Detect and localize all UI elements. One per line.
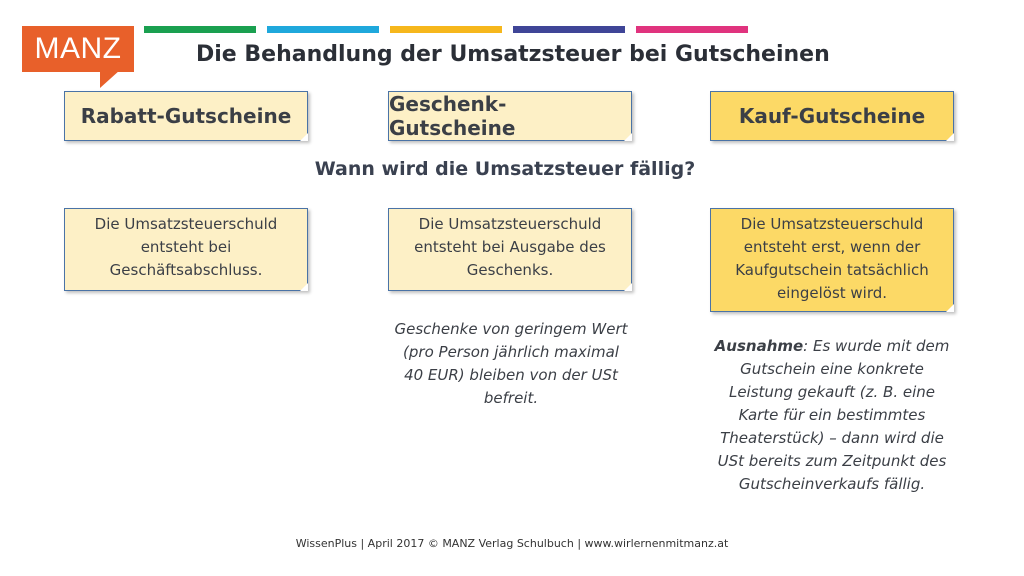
heading-kauf-gutscheine [710, 91, 954, 141]
corner-fold [624, 283, 632, 291]
corner-fold [624, 133, 632, 141]
box-text: Die Umsatzsteuerschuld entsteht bei Geschäftsabschluss. [94, 215, 278, 279]
box-geschenk-gutscheine [388, 208, 632, 291]
box-kauf-gutscheine [710, 208, 954, 312]
heading-label: Geschenk-Gutscheine [389, 92, 516, 140]
color-bar-navy [513, 26, 625, 33]
note-exception-label: Ausnahme [714, 337, 804, 355]
footer: WissenPlus | April 2017 © MANZ Verlag Schulbuch | www.wirlernenmitmanz.at [295, 537, 729, 550]
logo-speech-tail [100, 70, 120, 88]
note-text: Geschenke von geringem Wert (pro Person jährlich maximal 40 EUR) bleiben von der USt befreit. [394, 320, 628, 407]
note-kauf-ausnahme [712, 335, 952, 496]
logo-text: MANZ [34, 32, 122, 65]
box-rabatt-gutscheine [64, 208, 308, 291]
box-text: Die Umsatzsteuerschuld entsteht bei Ausgabe des Geschenks. [414, 215, 606, 279]
heading-rabatt-gutscheine [64, 91, 308, 141]
note-text: : Es wurde mit dem Gutschein eine konkrete Leistung gekauft (z. B. eine Karte für ein bestimmtes Theaterstück) – dann wird die USt bereits zum Zeitpunkt des Gutscheinverkaufs fällig. [717, 337, 950, 493]
color-bar-yellow [390, 26, 502, 33]
page-title: Die Behandlung der Umsatzsteuer bei Gutscheinen [196, 42, 830, 67]
heading-label: Kauf-Gutscheine [738, 104, 926, 128]
note-geschenk [394, 318, 628, 410]
box-text: Die Umsatzsteuerschuld entsteht erst, wenn der Kaufgutschein tatsächlich eingelöst wird. [735, 215, 929, 302]
heading-geschenk-gutscheine [388, 91, 632, 141]
color-bar-magenta [636, 26, 748, 33]
heading-label: Rabatt-Gutscheine [80, 104, 292, 128]
manz-logo [22, 26, 134, 72]
corner-fold [946, 133, 954, 141]
question-heading: Wann wird die Umsatzsteuer fällig? [314, 158, 696, 180]
color-bar-blue [267, 26, 379, 33]
color-bar-green [144, 26, 256, 33]
corner-fold [300, 283, 308, 291]
corner-fold [300, 133, 308, 141]
corner-fold [946, 304, 954, 312]
